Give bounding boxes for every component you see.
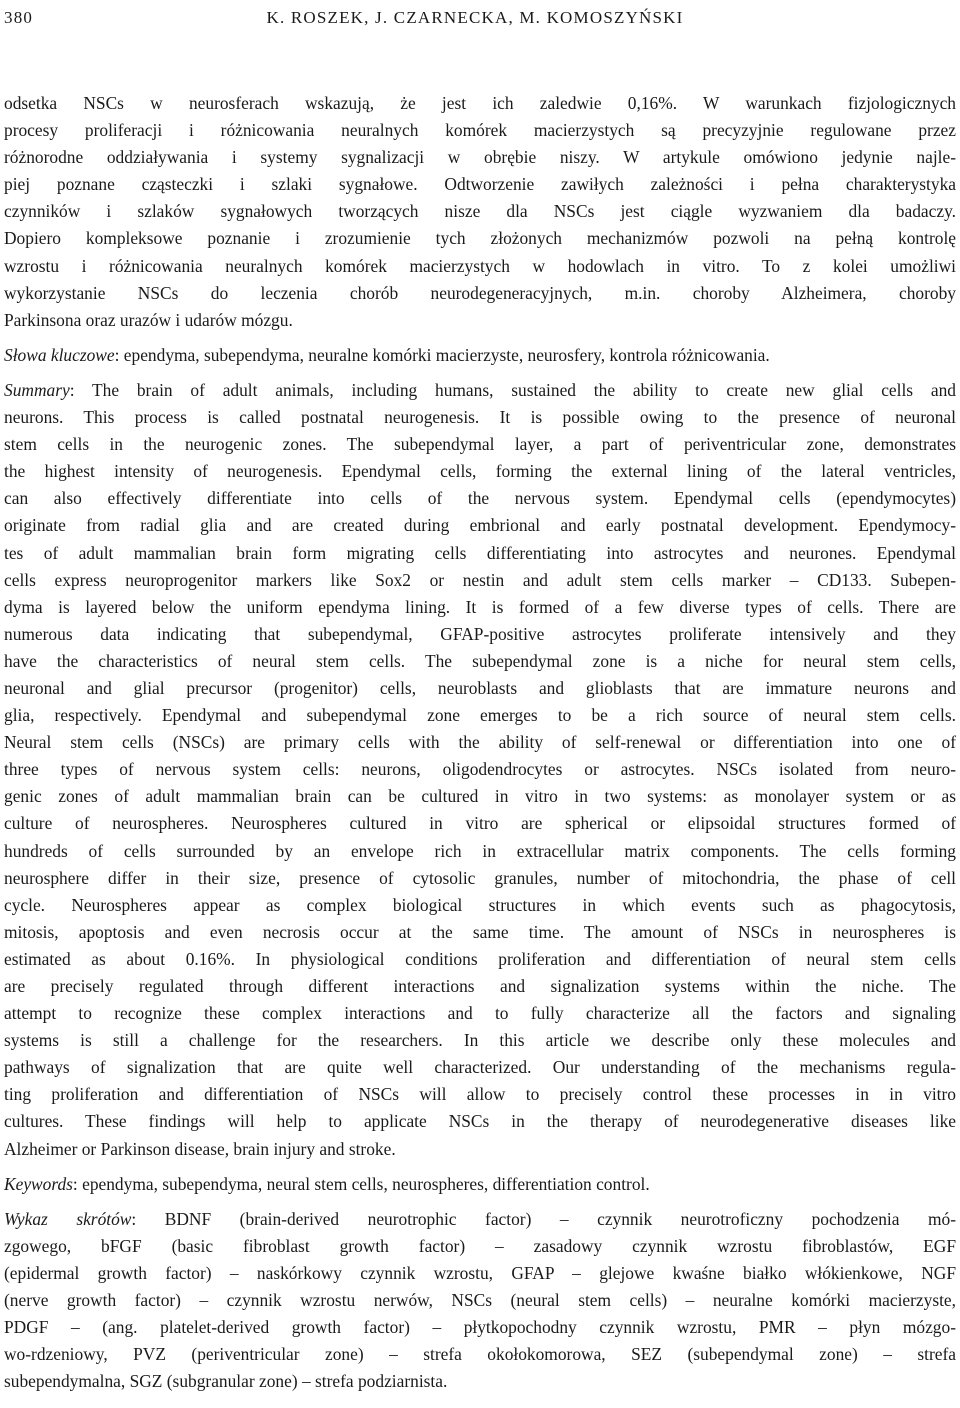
- text-line: genic zones of adult mammalian brain can be cultured in vitro in two systems: as monolayer system or as: [4, 786, 956, 807]
- abbreviations-line: wo-rdzeniowy, PVZ (periventricular zone) – strefa okołokomorowa, SEZ (subependymal zone) – strefa: [4, 1344, 956, 1365]
- text-line: are precisely regulated through different interactions and signalization systems within the niche. The: [4, 976, 956, 996]
- text-line: Parkinsona oraz urazów i udarów mózgu.: [4, 309, 293, 330]
- text-line: stem cells in the neurogenic zones. The subependymal layer, a part of periventricular zone, demonstrates: [4, 434, 956, 455]
- text-line: hundreds of cells surrounded by an envelope rich in extracellular matrix components. The cells forming: [4, 840, 956, 861]
- text-line: [4, 1206, 956, 1233]
- text-line: tes of adult mammalian brain form migrating cells differentiating into astrocytes and neurones. Ependymal: [4, 542, 956, 563]
- text-line: cells express neuroprogenitor markers like Sox2 or nestin and adult stem cells marker – CD133. Subepen-: [4, 569, 956, 590]
- text-line: wykorzystanie NSCs do leczenia chorób neurodegeneracyjnych, m.in. choroby Alzheimera, choroby: [4, 282, 956, 303]
- keywords-english-text: : ependyma, subependyma, neural stem cells, neurospheres, differentiation control.: [72, 1173, 650, 1194]
- abbreviations-line: PDGF – (ang. platelet-derived growth factor) – płytkopochodny czynnik wzrostu, PMR – płyn mózgo-: [4, 1317, 956, 1338]
- abbreviations-line: : BDNF (brain-derived neurotrophic factor) – czynnik neurotroficzny pochodzenia mó-: [131, 1208, 956, 1229]
- text-line: culture of neurospheres. Neurospheres cultured in vitro are spherical or elipsoidal structures formed of: [4, 813, 956, 834]
- keywords-english: [4, 1171, 956, 1198]
- keywords-polish-label: Słowa kluczowe: [4, 344, 115, 365]
- text-line: cycle. Neurospheres appear as complex biological structures in which events such as phagocytosis,: [4, 894, 956, 915]
- text-line: neuronal and glial precursor (progenitor) cells, neuroblasts and glioblasts that are immature neurons and: [4, 677, 956, 698]
- text-line: [4, 342, 956, 369]
- text-line: originate from radial glia and are created during embrional and early postnatal development. Ependymocy-: [4, 515, 956, 536]
- text-line: piej poznane cząsteczki i szlaki sygnałowe. Odtworzenie zawiłych zależności i pełna charakterystyka: [4, 174, 956, 195]
- text-line: the highest intensity of neurogenesis. Ependymal cells, forming the external lining of the lateral ventricles,: [4, 461, 956, 482]
- keywords-polish-text: : ependyma, subependyma, neuralne komórki macierzyste, neurosfery, kontrola różnicowania.: [114, 344, 770, 365]
- text-line: systems is still a challenge for the researchers. In this article we describe only these molecules and: [4, 1030, 956, 1051]
- text-line: attempt to recognize these complex interactions and to fully characterize all the factors and signaling: [4, 1003, 956, 1024]
- page-number: 380: [4, 8, 34, 27]
- text-line: odsetka NSCs w neurosferach wskazują, że jest ich zaledwie 0,16%. W warunkach fizjologicznych: [4, 93, 956, 113]
- abbreviations-line: subependymalna, SGZ (subgranular zone) – strefa podziarnista.: [4, 1371, 448, 1392]
- abstract-polish-tail: [4, 90, 956, 334]
- text-line: wzrostu i różnicowania neuralnych komórek macierzystych w hodowlach in vitro. To z kolei umożliwi: [4, 255, 956, 276]
- summary-label: Summary: [4, 379, 70, 400]
- text-line: różnorodne oddziaływania i systemy sygnalizacji w obrębie niszy. W artykule omówiono jedynie najle-: [4, 147, 956, 168]
- text-line: ting proliferation and differentiation of NSCs will allow to precisely control these processes in in vitro: [4, 1084, 956, 1105]
- running-head: [4, 8, 956, 32]
- text-line: can also effectively differentiate into cells of the nervous system. Ependymal cells (ependymocytes): [4, 488, 956, 509]
- text-line: have the characteristics of neural stem cells. The subependymal zone is a niche for neural stem cells,: [4, 650, 956, 671]
- abbreviations-line: (nerve growth factor) – czynnik wzrostu nerwów, NSCs (neural stem cells) – neuralne komórki macierzyste,: [4, 1290, 956, 1311]
- text-line: Dopiero kompleksowe poznanie i zrozumienie tych złożonych mechanizmów pozwoli na pełną kontrolę: [4, 228, 956, 249]
- summary-first-line: : The brain of adult animals, including humans, sustained the ability to create new glial cells and: [69, 379, 956, 400]
- text-line: mitosis, apoptosis and even necrosis occur at the same time. The amount of NSCs in neurospheres is: [4, 921, 956, 942]
- text-line: glia, respectively. Ependymal and subependymal zone emerges to be a rich source of neural stem cells.: [4, 705, 956, 726]
- text-line: numerous data indicating that subependymal, GFAP-positive astrocytes proliferate intensively and they: [4, 623, 956, 644]
- text-line: Neural stem cells (NSCs) are primary cells with the ability of self-renewal or differentiation into one of: [4, 732, 956, 753]
- text-line: czynników i szlaków sygnałowych tworzących nisze dla NSCs jest ciągle wyzwaniem dla badaczy.: [4, 201, 956, 222]
- text-line: [4, 377, 956, 404]
- text-line: [4, 1171, 956, 1198]
- text-line: cultures. These findings will help to applicate NSCs in the therapy of neurodegenerative diseases like: [4, 1111, 956, 1132]
- text-line: dyma is layered below the uniform ependyma lining. It is formed of a few diverse types of cells. There are: [4, 596, 956, 617]
- abbreviations-label: Wykaz skrótów: [4, 1208, 132, 1229]
- keywords-polish: [4, 342, 956, 369]
- text-line: estimated as about 0.16%. In physiological conditions proliferation and differentiation of neural stem cells: [4, 948, 956, 969]
- abbreviations-list: [4, 1206, 956, 1396]
- text-line: procesy proliferacji i różnicowania neuralnych komórek macierzystych są precyzyjnie regulowane przez: [4, 120, 956, 141]
- text-line: Alzheimer or Parkinson disease, brain injury and stroke.: [4, 1138, 396, 1159]
- text-line: neurons. This process is called postnatal neurogenesis. It is possible owing to the presence of neuronal: [4, 407, 956, 428]
- text-line: pathways of signalization that are quite well characterized. Our understanding of the mechanisms regula-: [4, 1057, 956, 1078]
- text-line: neurosphere differ in their size, presence of cytosolic granules, number of mitochondria, the phase of cell: [4, 867, 956, 888]
- summary-english: [4, 377, 956, 1163]
- text-line: three types of nervous system cells: neurons, oligodendrocytes or astrocytes. NSCs isolated from neuro-: [4, 759, 956, 780]
- keywords-english-label: Keywords: [4, 1173, 73, 1194]
- abbreviations-line: zgowego, bFGF (basic fibroblast growth factor) – zasadowy czynnik wzrostu fibroblastów, EGF: [4, 1235, 956, 1256]
- abbreviations-line: (epidermal growth factor) – naskórkowy czynnik wzrostu, GFAP – glejowe kwaśne białko włókienkowe, NGF: [4, 1262, 956, 1283]
- running-head-authors: K. ROSZEK, J. CZARNECKA, M. KOMOSZYŃSKI: [266, 8, 684, 27]
